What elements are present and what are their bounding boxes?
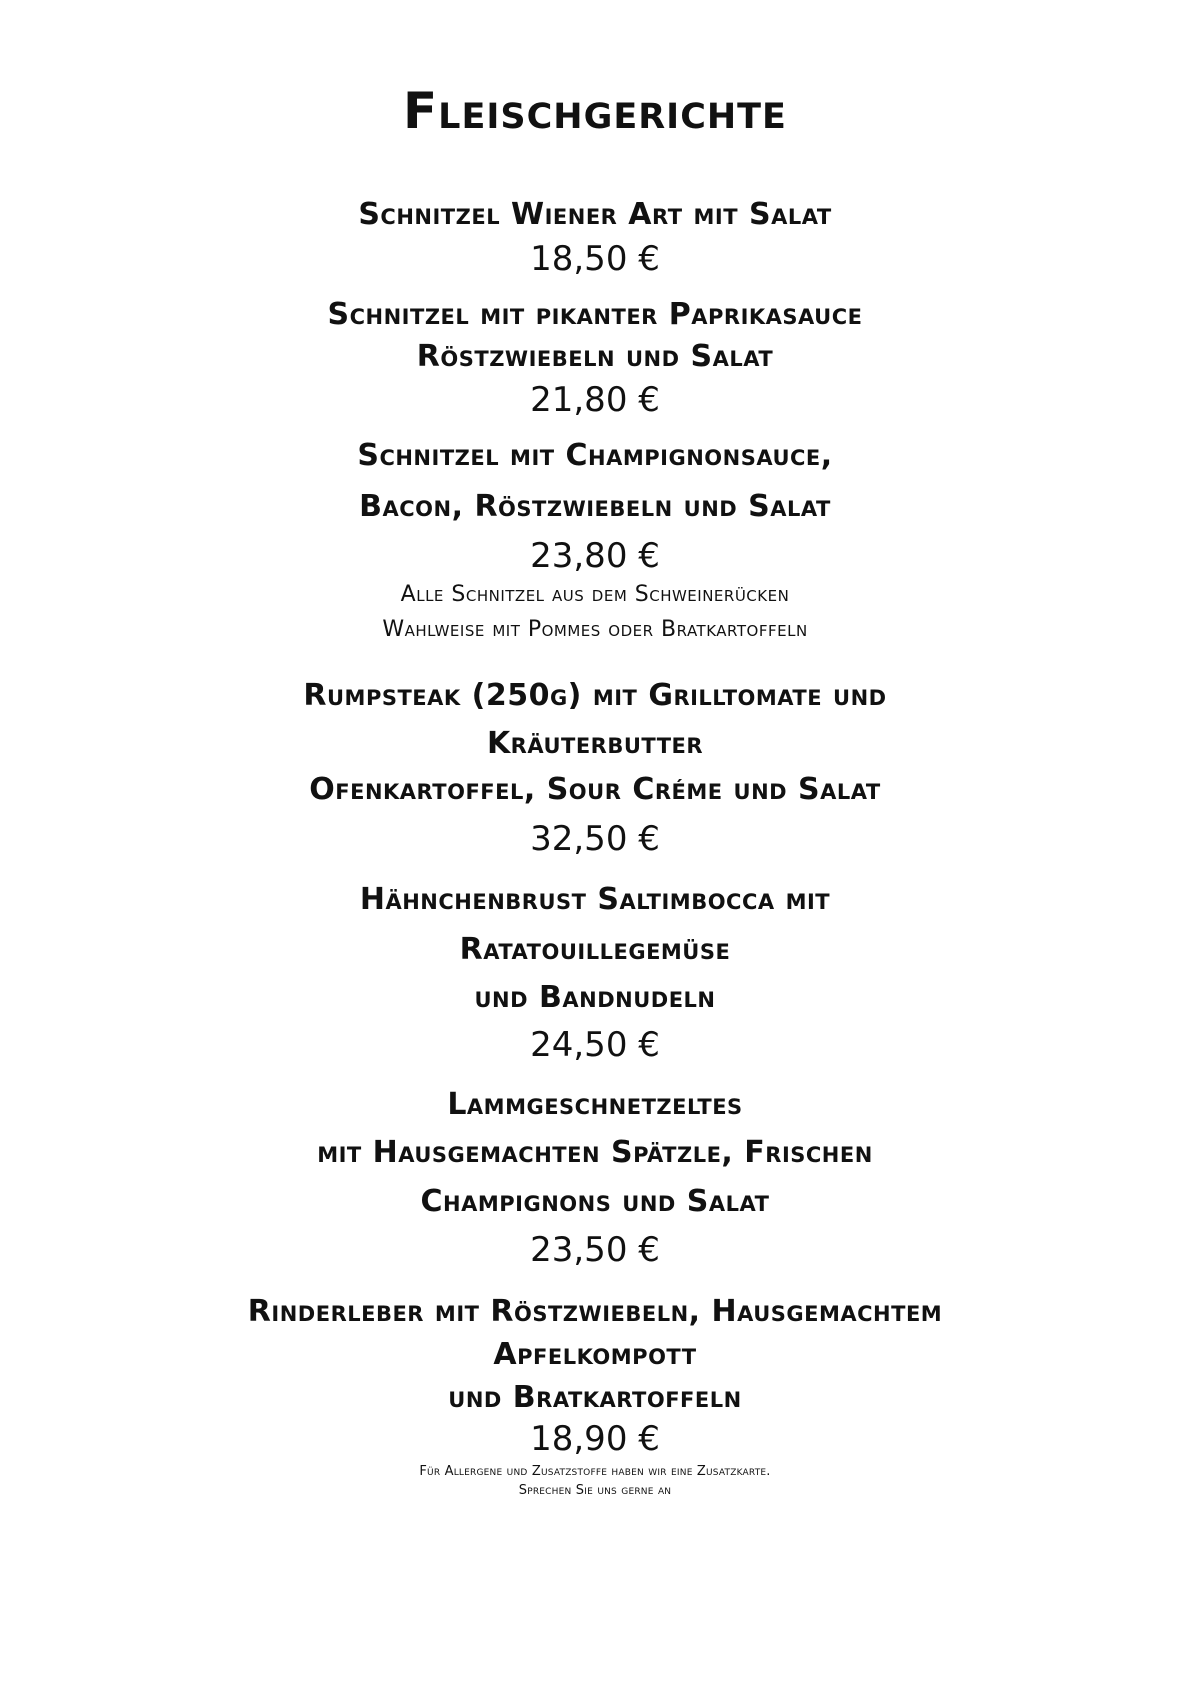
dish-name-line: Hähnchenbrust Saltimbocca mit [359, 882, 831, 917]
page-title: Fleischgerichte [403, 82, 787, 140]
dish-name-line: Schnitzel Wiener Art mit Salat [358, 197, 832, 232]
dish-price: 32,50 € [530, 819, 660, 859]
dish-name-line: Kräuterbutter [486, 726, 704, 761]
dish-description-line: Champignons und Salat [420, 1184, 770, 1219]
dish-price: 24,50 € [530, 1025, 660, 1065]
dish-name-line: Rinderleber mit Röstzwiebeln, Hausgemachtem [247, 1294, 943, 1329]
dish-name-line: Rumpsteak (250g) mit Grilltomate und [303, 678, 887, 713]
dish-description-line: Ratatouillegemüse [459, 932, 731, 967]
dish-price: 18,90 € [530, 1419, 660, 1459]
dish-description-line: mit Hausgemachten Spätzle, Frischen [317, 1135, 873, 1170]
dish-description-line: Röstzwiebeln und Salat [416, 339, 774, 374]
dish-name-line: Schnitzel mit Champignonsauce, [357, 438, 833, 473]
dish-name-line: Lammgeschnetzeltes [447, 1087, 743, 1122]
dish-price: 23,50 € [530, 1230, 660, 1270]
dish-price: 18,50 € [530, 239, 660, 279]
dish-price: 23,80 € [530, 536, 660, 576]
dish-name-line: Schnitzel mit pikanter Paprikasauce [327, 297, 863, 332]
dish-description-line: Bacon, Röstzwiebeln und Salat [359, 489, 831, 524]
allergen-notice: Sprechen Sie uns gerne an [518, 1483, 672, 1498]
dish-price: 21,80 € [530, 380, 660, 420]
dish-description-line: und Bandnudeln [474, 980, 716, 1015]
dish-description-line: und Bratkartoffeln [448, 1380, 742, 1415]
dish-description-line: Apfelkompott [493, 1337, 697, 1372]
allergen-notice: Für Allergene und Zusatzstoffe haben wir eine Zusatzkarte. [419, 1464, 771, 1479]
dish-description-line: Ofenkartoffel, Sour Créme und Salat [309, 772, 881, 807]
schnitzel-note: Alle Schnitzel aus dem Schweinerücken [400, 582, 790, 607]
schnitzel-note: Wahlweise mit Pommes oder Bratkartoffeln [382, 617, 808, 642]
